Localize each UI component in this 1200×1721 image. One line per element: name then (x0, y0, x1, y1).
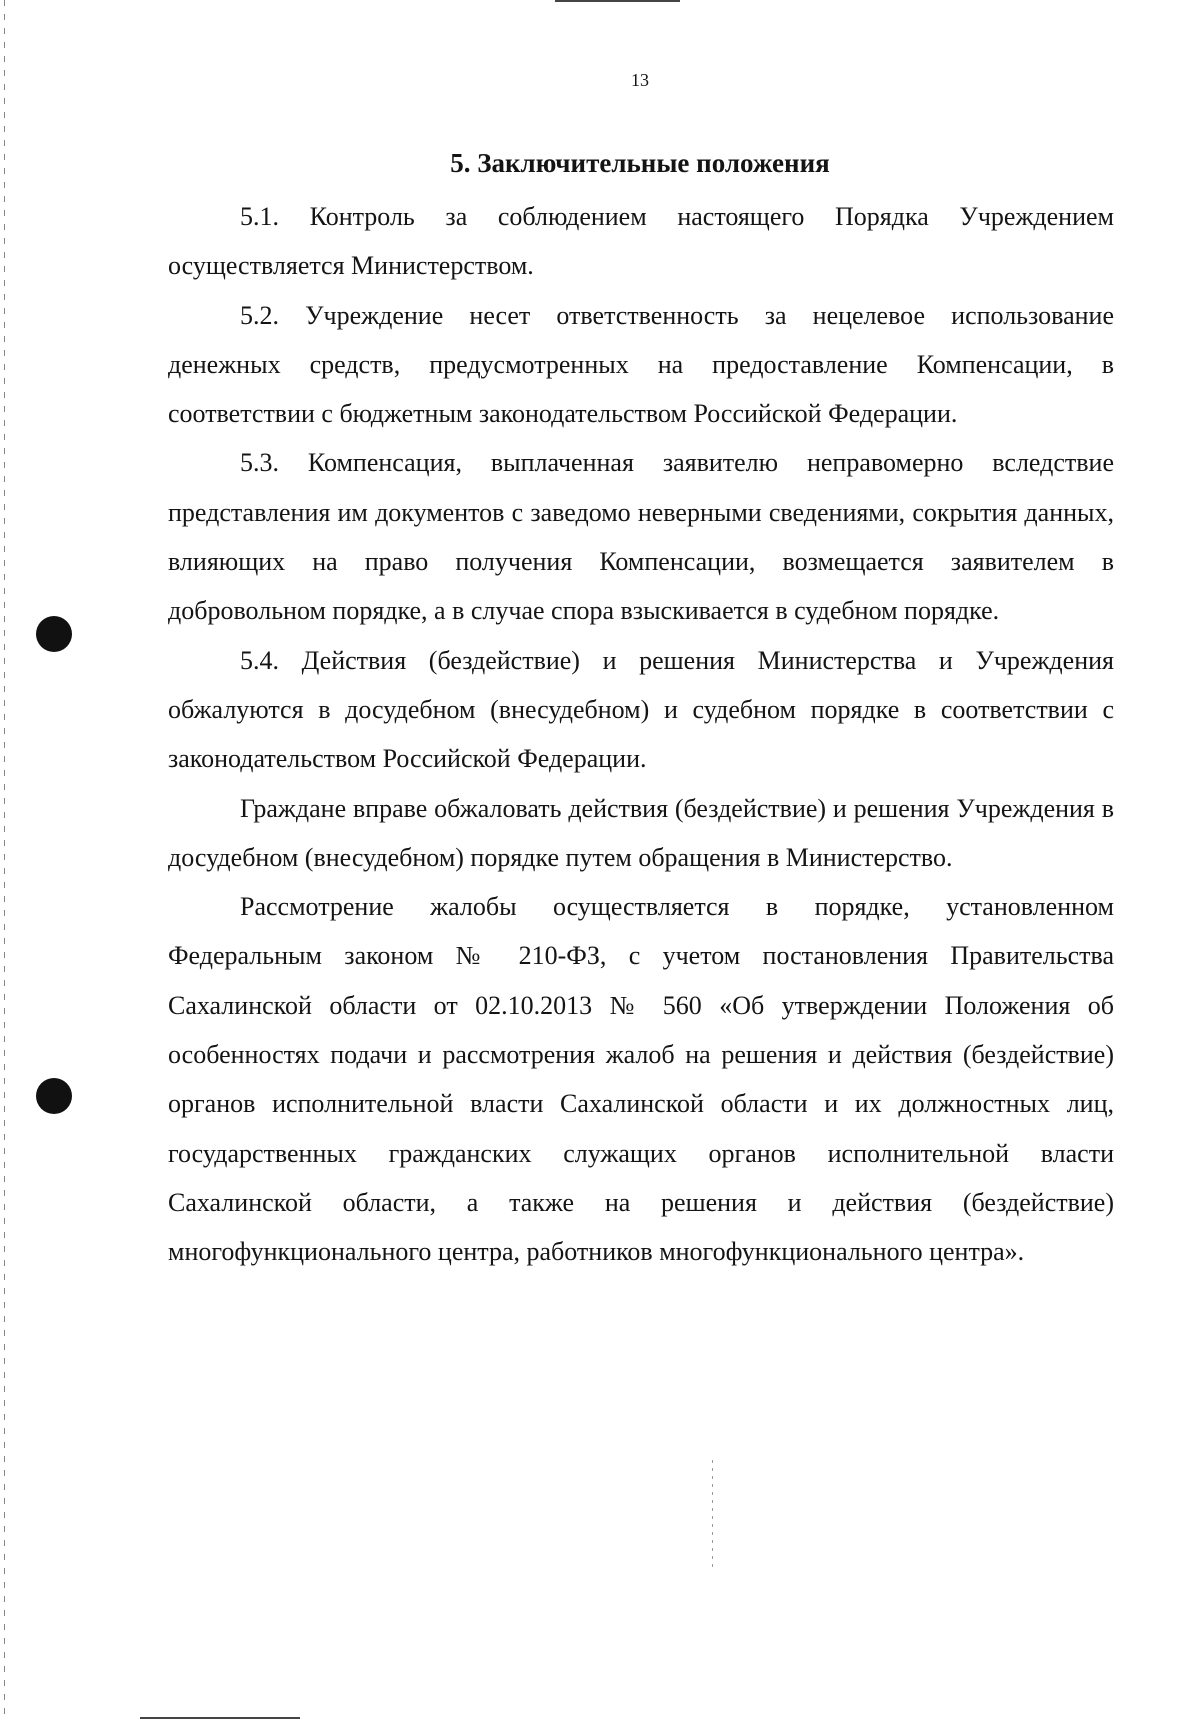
scan-top-rule (555, 0, 680, 2)
scan-center-dash (712, 1460, 713, 1570)
scan-bottom-rule (140, 1717, 300, 1719)
document-body (168, 192, 1114, 1277)
page-number: 13 (631, 70, 649, 90)
section-title: 5. Заключительные положения (450, 148, 830, 178)
punch-hole-top (36, 616, 72, 652)
paragraph-citizens-right: Граждане вправе обжаловать действия (бездействие) и решения Учреждения в досудебном (внесудебном) порядке путем обращения в Министерство. (168, 793, 1114, 872)
paragraph-5-3: 5.3. Компенсация, выплаченная заявителю неправомерно вследствие представления им документов с заведомо неверными сведениями, сокрытия данных, влияющих на право получения Компенсации, возмещается заявителем в добровольном порядке, а в случае спора взыскивается в судебном порядке. (168, 448, 1114, 626)
paragraph-5-2: 5.2. Учреждение несет ответственность за нецелевое использование денежных средств, предусмотренных на предоставление Компенсации, в соответствии с бюджетным законодательством Российской Федерации. (168, 300, 1114, 429)
punch-hole-bottom (36, 1078, 72, 1114)
paragraph-complaint-review: Рассмотрение жалобы осуществляется в порядке, установленном Федеральным законом № 210-ФЗ, с учетом постановления Правительства Сахалинской области от 02.10.2013 № 560 «Об утверждении Положения об особенностях подачи и рассмотрения жалоб на решения и действия (бездействие) органов исполнительной власти Сахалинской области и их должностных лиц, государственных гражданских служащих органов исполнительной власти Сахалинской области, а также на решения и действия (бездействие) многофункционального центра, работников многофункционального центра». (168, 892, 1114, 1267)
paragraph-5-1: 5.1. Контроль за соблюдением настоящего Порядка Учреждением осуществляется Министерством. (168, 202, 1114, 281)
scan-left-edge (4, 0, 5, 1721)
paragraph-5-4: 5.4. Действия (бездействие) и решения Министерства и Учреждения обжалуются в досудебном (внесудебном) и судебном порядке в соответствии с законодательством Российской Федерации. (168, 645, 1114, 774)
